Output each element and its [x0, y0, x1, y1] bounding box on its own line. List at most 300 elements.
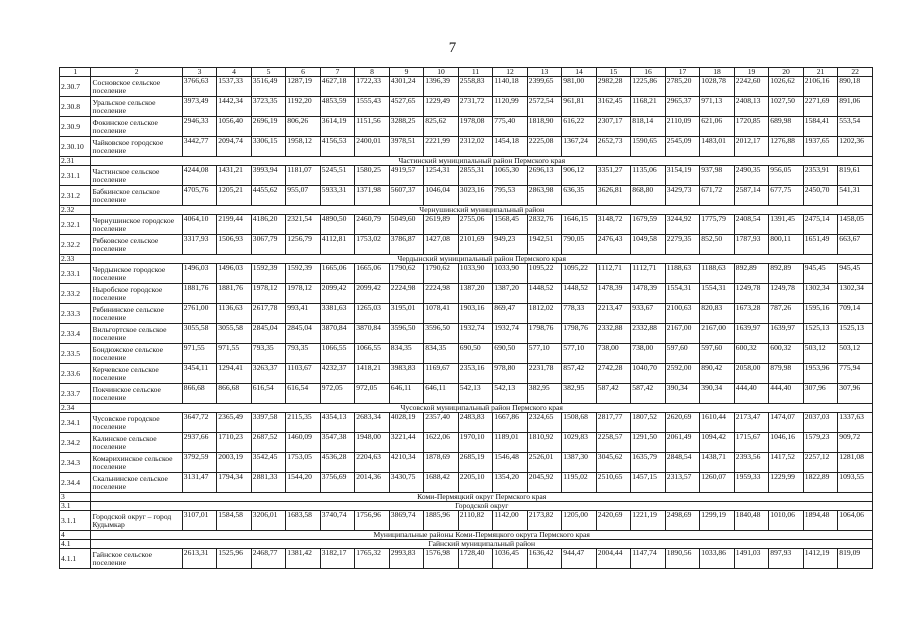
- value-cell: 2099,42: [320, 284, 355, 304]
- value-cell: 3786,87: [389, 235, 424, 255]
- row-number: 2.33.7: [60, 384, 91, 404]
- value-cell: 1066,55: [320, 344, 355, 364]
- table-row: [60, 384, 873, 404]
- value-cell: 2937,66: [182, 433, 217, 453]
- value-cell: 541,31: [838, 186, 873, 206]
- value-cell: 1367,24: [562, 137, 597, 157]
- value-cell: 2357,40: [424, 413, 459, 433]
- value-cell: 775,40: [493, 117, 528, 137]
- value-cell: 868,80: [631, 186, 666, 206]
- value-cell: 1525,13: [838, 324, 873, 344]
- value-cell: 2881,33: [251, 473, 286, 493]
- value-cell: 1683,58: [286, 511, 321, 531]
- value-cell: 1885,96: [424, 511, 459, 531]
- value-cell: 1890,56: [665, 549, 700, 569]
- value-cell: 1537,33: [217, 77, 252, 97]
- value-cell: 2620,69: [665, 413, 700, 433]
- value-cell: 382,95: [562, 384, 597, 404]
- value-cell: 587,42: [596, 384, 631, 404]
- value-cell: 2558,83: [458, 77, 493, 97]
- value-cell: 1798,76: [562, 324, 597, 344]
- value-cell: 3244,92: [665, 215, 700, 235]
- value-cell: 3381,63: [320, 304, 355, 324]
- value-cell: 1202,36: [838, 137, 873, 157]
- value-cell: 1665,06: [320, 264, 355, 284]
- value-cell: 1646,15: [562, 215, 597, 235]
- table-row: [60, 186, 873, 206]
- settlement-name: Городской округ – город Кудымкар: [91, 511, 182, 531]
- value-cell: 1442,34: [217, 97, 252, 117]
- value-cell: 3317,93: [182, 235, 217, 255]
- value-cell: 1029,83: [562, 433, 597, 453]
- value-cell: 690,50: [493, 344, 528, 364]
- value-cell: 1229,49: [424, 97, 459, 117]
- value-cell: 3263,37: [251, 364, 286, 384]
- value-cell: 1294,41: [217, 364, 252, 384]
- value-cell: 972,05: [320, 384, 355, 404]
- table-row: [60, 511, 873, 531]
- section-row: [60, 540, 873, 549]
- table-row: [60, 215, 873, 235]
- section-number: 2.32: [60, 206, 91, 215]
- value-cell: 2271,69: [803, 97, 838, 117]
- value-cell: 2167,00: [700, 324, 735, 344]
- value-cell: 444,40: [734, 384, 769, 404]
- section-title: Муниципальные районы Коми-Пермяцкого округа Пермского края: [91, 531, 873, 540]
- value-cell: 1546,48: [493, 453, 528, 473]
- value-cell: 2221,99: [424, 137, 459, 157]
- value-cell: 1066,55: [355, 344, 390, 364]
- value-cell: 955,07: [286, 186, 321, 206]
- value-cell: 1953,96: [803, 364, 838, 384]
- value-cell: 4064,10: [182, 215, 217, 235]
- value-cell: 1959,33: [734, 473, 769, 493]
- settlement-name: Чернушинское городское поселение: [91, 215, 182, 235]
- value-cell: 1260,07: [700, 473, 735, 493]
- value-cell: 1679,59: [631, 215, 666, 235]
- value-cell: 1249,78: [769, 284, 804, 304]
- value-cell: 937,98: [700, 166, 735, 186]
- value-cell: 2845,04: [251, 324, 286, 344]
- value-cell: 1840,48: [734, 511, 769, 531]
- row-number: 2.31.1: [60, 166, 91, 186]
- value-cell: 1033,90: [458, 264, 493, 284]
- row-number: 2.31.2: [60, 186, 91, 206]
- header-cell: 8: [355, 68, 390, 77]
- table-row: [60, 433, 873, 453]
- value-cell: 1169,67: [424, 364, 459, 384]
- settlement-name: Комарихинское сельское поселение: [91, 453, 182, 473]
- page-number: 7: [448, 40, 457, 56]
- value-cell: 981,00: [562, 77, 597, 97]
- value-cell: 2106,16: [803, 77, 838, 97]
- value-cell: 1221,19: [631, 511, 666, 531]
- value-cell: 382,95: [527, 384, 562, 404]
- section-number: 2.34: [60, 404, 91, 413]
- header-cell: 20: [769, 68, 804, 77]
- value-cell: 3647,72: [182, 413, 217, 433]
- value-cell: 1932,74: [458, 324, 493, 344]
- table-row: [60, 473, 873, 493]
- value-cell: 1568,45: [493, 215, 528, 235]
- value-cell: 1728,40: [458, 549, 493, 569]
- value-cell: 793,35: [286, 344, 321, 364]
- value-cell: 3792,59: [182, 453, 217, 473]
- value-cell: 2110,09: [665, 117, 700, 137]
- value-cell: 1391,45: [769, 215, 804, 235]
- value-cell: 2313,57: [665, 473, 700, 493]
- value-cell: 503,12: [803, 344, 838, 364]
- row-number: 2.32.1: [60, 215, 91, 235]
- value-cell: 949,23: [493, 235, 528, 255]
- table-row: [60, 97, 873, 117]
- value-cell: 897,93: [769, 549, 804, 569]
- value-cell: 1151,56: [355, 117, 390, 137]
- value-cell: 2510,65: [596, 473, 631, 493]
- settlement-name: Покчинское сельское поселение: [91, 384, 182, 404]
- value-cell: 3983,83: [389, 364, 424, 384]
- value-cell: 1033,86: [700, 549, 735, 569]
- value-cell: 1508,68: [562, 413, 597, 433]
- value-cell: 1639,97: [734, 324, 769, 344]
- value-cell: 1970,10: [458, 433, 493, 453]
- value-cell: 2205,10: [458, 473, 493, 493]
- value-cell: 1753,05: [286, 453, 321, 473]
- value-cell: 1525,96: [217, 549, 252, 569]
- value-cell: 597,60: [700, 344, 735, 364]
- value-cell: 3596,50: [389, 324, 424, 344]
- value-cell: 3288,25: [389, 117, 424, 137]
- value-cell: 1371,98: [355, 186, 390, 206]
- row-number: 2.30.8: [60, 97, 91, 117]
- value-cell: 795,53: [493, 186, 528, 206]
- value-cell: 1056,40: [217, 117, 252, 137]
- value-cell: 866,68: [217, 384, 252, 404]
- value-cell: 1205,21: [217, 186, 252, 206]
- value-cell: 2817,77: [596, 413, 631, 433]
- value-cell: 787,26: [769, 304, 804, 324]
- value-cell: 1715,67: [734, 433, 769, 453]
- value-cell: 503,12: [838, 344, 873, 364]
- value-cell: 1254,31: [424, 166, 459, 186]
- value-cell: 2204,63: [355, 453, 390, 473]
- value-cell: 892,89: [769, 264, 804, 284]
- header-cell: 17: [665, 68, 700, 77]
- value-cell: 891,06: [838, 97, 873, 117]
- value-cell: 1387,20: [458, 284, 493, 304]
- value-cell: 1790,62: [389, 264, 424, 284]
- value-cell: 636,35: [562, 186, 597, 206]
- value-cell: 616,22: [562, 117, 597, 137]
- settlement-name: Рябининское сельское поселение: [91, 304, 182, 324]
- value-cell: 971,55: [217, 344, 252, 364]
- value-cell: 2460,79: [355, 215, 390, 235]
- section-row: [60, 255, 873, 264]
- row-number: 2.34.4: [60, 473, 91, 493]
- value-cell: 1046,16: [769, 433, 804, 453]
- value-cell: 1822,89: [803, 473, 838, 493]
- value-cell: 1027,50: [769, 97, 804, 117]
- value-cell: 1281,08: [838, 453, 873, 473]
- section-title: Коми-Пермяцкий округ Пермского края: [91, 493, 873, 502]
- table-row: [60, 344, 873, 364]
- settlement-name: Вильгортское сельское поселение: [91, 324, 182, 344]
- value-cell: 2965,37: [665, 97, 700, 117]
- value-cell: 2242,60: [734, 77, 769, 97]
- settlement-name: Бондюжское сельское поселение: [91, 344, 182, 364]
- value-cell: 2742,28: [596, 364, 631, 384]
- value-cell: 1354,20: [493, 473, 528, 493]
- value-cell: 2173,82: [527, 511, 562, 531]
- value-cell: 1496,03: [217, 264, 252, 284]
- value-cell: 3542,45: [251, 453, 286, 473]
- table-row: [60, 166, 873, 186]
- value-cell: 542,13: [493, 384, 528, 404]
- row-number: 2.30.7: [60, 77, 91, 97]
- value-cell: 5245,51: [320, 166, 355, 186]
- value-cell: 2004,44: [596, 549, 631, 569]
- value-cell: 2393,56: [734, 453, 769, 473]
- value-cell: 2307,17: [596, 117, 631, 137]
- table-row: [60, 264, 873, 284]
- value-cell: 1112,71: [596, 264, 631, 284]
- value-cell: 2450,70: [803, 186, 838, 206]
- value-cell: 1065,30: [493, 166, 528, 186]
- value-cell: 825,62: [424, 117, 459, 137]
- value-cell: 3221,44: [389, 433, 424, 453]
- value-cell: 1256,79: [286, 235, 321, 255]
- row-number: 2.33.3: [60, 304, 91, 324]
- value-cell: 3442,77: [182, 137, 217, 157]
- value-cell: 1881,76: [217, 284, 252, 304]
- header-cell: 11: [458, 68, 493, 77]
- settlement-name: Калинское сельское поселение: [91, 433, 182, 453]
- header-cell: 15: [596, 68, 631, 77]
- value-cell: 2037,03: [803, 413, 838, 433]
- value-cell: 2572,54: [527, 97, 562, 117]
- value-cell: 2231,78: [527, 364, 562, 384]
- value-cell: 1592,39: [251, 264, 286, 284]
- value-cell: 1878,69: [424, 453, 459, 473]
- value-cell: 1775,79: [700, 215, 735, 235]
- value-cell: 690,50: [458, 344, 493, 364]
- value-cell: 857,42: [562, 364, 597, 384]
- settlement-name: Чердынское городское поселение: [91, 264, 182, 284]
- value-cell: 944,47: [562, 549, 597, 569]
- row-number: 2.34.1: [60, 413, 91, 433]
- value-cell: 971,55: [182, 344, 217, 364]
- value-cell: 1610,44: [700, 413, 735, 433]
- value-cell: 1188,63: [700, 264, 735, 284]
- value-cell: 2845,04: [286, 324, 321, 344]
- value-cell: 1958,12: [286, 137, 321, 157]
- header-cell: 9: [389, 68, 424, 77]
- value-cell: 961,81: [562, 97, 597, 117]
- value-cell: 1590,65: [631, 137, 666, 157]
- value-cell: 1807,52: [631, 413, 666, 433]
- value-cell: 4919,57: [389, 166, 424, 186]
- value-cell: 4455,62: [251, 186, 286, 206]
- value-cell: 1205,00: [562, 511, 597, 531]
- value-cell: 806,26: [286, 117, 321, 137]
- value-cell: 677,75: [769, 186, 804, 206]
- value-cell: 1978,08: [458, 117, 493, 137]
- value-cell: 1181,07: [286, 166, 321, 186]
- value-cell: 3023,16: [458, 186, 493, 206]
- value-cell: 2761,00: [182, 304, 217, 324]
- value-cell: 909,72: [838, 433, 873, 453]
- value-cell: 3740,74: [320, 511, 355, 531]
- value-cell: 2332,88: [631, 324, 666, 344]
- value-cell: 2224,98: [424, 284, 459, 304]
- value-cell: 2587,14: [734, 186, 769, 206]
- value-cell: 2483,83: [458, 413, 493, 433]
- value-cell: 1579,23: [803, 433, 838, 453]
- header-cell: 21: [803, 68, 838, 77]
- value-cell: 738,00: [596, 344, 631, 364]
- value-cell: 1665,06: [355, 264, 390, 284]
- value-cell: 2545,09: [665, 137, 700, 157]
- value-cell: 1112,71: [631, 264, 666, 284]
- value-cell: 3723,35: [251, 97, 286, 117]
- value-cell: 1427,08: [424, 235, 459, 255]
- value-cell: 1881,76: [182, 284, 217, 304]
- value-cell: 1635,79: [631, 453, 666, 473]
- value-cell: 2863,98: [527, 186, 562, 206]
- table-row: [60, 549, 873, 569]
- value-cell: 4210,34: [389, 453, 424, 473]
- section-number: 2.33: [60, 255, 91, 264]
- value-cell: 1942,51: [527, 235, 562, 255]
- value-cell: 3206,01: [251, 511, 286, 531]
- value-cell: 1651,49: [803, 235, 838, 255]
- value-cell: 2683,34: [355, 413, 390, 433]
- value-cell: 2696,19: [251, 117, 286, 137]
- value-cell: 1584,41: [803, 117, 838, 137]
- value-cell: 1302,34: [803, 284, 838, 304]
- value-cell: 1592,39: [286, 264, 321, 284]
- value-cell: 1431,21: [217, 166, 252, 186]
- value-cell: 1026,62: [769, 77, 804, 97]
- value-cell: 738,00: [631, 344, 666, 364]
- value-cell: 3067,79: [251, 235, 286, 255]
- section-number: 4: [60, 531, 91, 540]
- header-cell: 16: [631, 68, 666, 77]
- value-cell: 3045,62: [596, 453, 631, 473]
- settlement-name: Уральское сельское поселение: [91, 97, 182, 117]
- row-number: 4.1.1: [60, 549, 91, 569]
- table-row: [60, 77, 873, 97]
- value-cell: 1078,41: [424, 304, 459, 324]
- value-cell: 1095,22: [527, 264, 562, 284]
- value-cell: 2365,49: [217, 413, 252, 433]
- value-cell: 2199,44: [217, 215, 252, 235]
- value-cell: 2110,82: [458, 511, 493, 531]
- value-cell: 933,67: [631, 304, 666, 324]
- value-cell: 2312,02: [458, 137, 493, 157]
- section-row: [60, 502, 873, 511]
- value-cell: 390,34: [700, 384, 735, 404]
- tariff-table: [59, 67, 873, 569]
- value-cell: 1478,39: [596, 284, 631, 304]
- value-cell: 2731,72: [458, 97, 493, 117]
- row-number: 2.33.5: [60, 344, 91, 364]
- value-cell: 2408,54: [734, 215, 769, 235]
- value-cell: 1028,78: [700, 77, 735, 97]
- value-cell: 3429,73: [665, 186, 700, 206]
- value-cell: 1460,09: [286, 433, 321, 453]
- value-cell: 3306,15: [251, 137, 286, 157]
- value-cell: 1622,06: [424, 433, 459, 453]
- row-number: 2.33.4: [60, 324, 91, 344]
- value-cell: 800,11: [769, 235, 804, 255]
- value-cell: 1120,99: [493, 97, 528, 117]
- value-cell: 553,54: [838, 117, 873, 137]
- value-cell: 600,32: [734, 344, 769, 364]
- value-cell: 1584,58: [217, 511, 252, 531]
- value-cell: 577,10: [562, 344, 597, 364]
- value-cell: 2400,01: [355, 137, 390, 157]
- value-cell: 1287,19: [286, 77, 321, 97]
- value-cell: 1387,20: [493, 284, 528, 304]
- value-cell: 1722,33: [355, 77, 390, 97]
- value-cell: 2785,20: [665, 77, 700, 97]
- row-number: 2.30.10: [60, 137, 91, 157]
- value-cell: 2224,98: [389, 284, 424, 304]
- settlement-name: Гайнское сельское поселение: [91, 549, 182, 569]
- value-cell: 1136,63: [217, 304, 252, 324]
- value-cell: 879,98: [769, 364, 804, 384]
- value-cell: 4301,24: [389, 77, 424, 97]
- value-cell: 1229,99: [769, 473, 804, 493]
- header-cell: 1: [60, 68, 91, 77]
- value-cell: 820,83: [700, 304, 735, 324]
- row-number: 2.32.2: [60, 235, 91, 255]
- row-number: 2.33.1: [60, 264, 91, 284]
- value-cell: 2167,00: [665, 324, 700, 344]
- value-cell: 2332,88: [596, 324, 631, 344]
- value-cell: 1937,65: [803, 137, 838, 157]
- value-cell: 1812,02: [527, 304, 562, 324]
- value-cell: 2213,47: [596, 304, 631, 324]
- value-cell: 600,32: [769, 344, 804, 364]
- value-cell: 1554,31: [665, 284, 700, 304]
- value-cell: 2408,13: [734, 97, 769, 117]
- value-cell: 1396,39: [424, 77, 459, 97]
- value-cell: 646,11: [424, 384, 459, 404]
- value-cell: 4627,18: [320, 77, 355, 97]
- value-cell: 621,06: [700, 117, 735, 137]
- value-cell: 3869,74: [389, 511, 424, 531]
- value-cell: 2619,89: [424, 215, 459, 235]
- header-cell: 12: [493, 68, 528, 77]
- value-cell: 1555,43: [355, 97, 390, 117]
- value-cell: 3154,19: [665, 166, 700, 186]
- value-cell: 2101,69: [458, 235, 493, 255]
- value-cell: 972,05: [355, 384, 390, 404]
- table-row: [60, 235, 873, 255]
- header-cell: 22: [838, 68, 873, 77]
- value-cell: 1753,02: [355, 235, 390, 255]
- value-cell: 2476,43: [596, 235, 631, 255]
- value-cell: 3131,47: [182, 473, 217, 493]
- header-cell: 6: [286, 68, 321, 77]
- value-cell: 2696,13: [527, 166, 562, 186]
- value-cell: 587,42: [631, 384, 666, 404]
- value-cell: 890,18: [838, 77, 873, 97]
- value-cell: 1639,97: [769, 324, 804, 344]
- value-cell: 2324,65: [527, 413, 562, 433]
